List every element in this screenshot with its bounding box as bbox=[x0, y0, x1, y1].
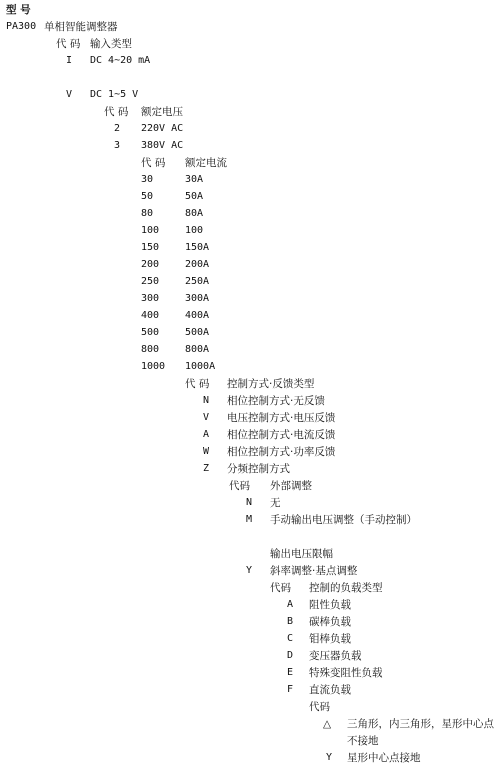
voltage-code-label: 代 码 bbox=[104, 106, 129, 118]
load-value: 变压器负载 bbox=[309, 650, 362, 662]
current-code: 150 bbox=[141, 242, 160, 253]
external-code-label: 代码 bbox=[229, 480, 250, 492]
control-value: 相位控制方式·无反馈 bbox=[227, 395, 325, 407]
current-code: 250 bbox=[141, 276, 160, 287]
load-code: D bbox=[287, 650, 294, 661]
current-code: 80 bbox=[141, 208, 154, 219]
external-code: M bbox=[246, 514, 253, 525]
load-value: 碳棒负载 bbox=[309, 616, 351, 628]
current-code: 50 bbox=[141, 191, 154, 202]
load-title: 控制的负载类型 bbox=[309, 582, 383, 594]
control-code: N bbox=[203, 395, 210, 406]
control-code: Z bbox=[203, 463, 210, 474]
control-value: 相位控制方式·功率反馈 bbox=[227, 446, 336, 458]
load-code: C bbox=[287, 633, 294, 644]
wiring-value: 星形中心点接地 bbox=[347, 752, 421, 764]
current-code: 30 bbox=[141, 174, 154, 185]
current-value: 80A bbox=[185, 208, 204, 219]
external-value: 斜率调整·基点调整 bbox=[270, 565, 358, 577]
current-value: 150A bbox=[185, 242, 210, 253]
current-value: 500A bbox=[185, 327, 210, 338]
current-value: 300A bbox=[185, 293, 210, 304]
control-title: 控制方式·反馈类型 bbox=[227, 378, 315, 390]
load-value: 钼棒负载 bbox=[309, 633, 351, 645]
wiring-code: Y bbox=[326, 752, 333, 763]
external-code: N bbox=[246, 497, 253, 508]
current-code: 200 bbox=[141, 259, 160, 270]
load-code: F bbox=[287, 684, 294, 695]
current-value: 400A bbox=[185, 310, 210, 321]
control-code: A bbox=[203, 429, 210, 440]
current-code-label: 代 码 bbox=[141, 157, 166, 169]
current-value: 200A bbox=[185, 259, 210, 270]
load-value: 直流负载 bbox=[309, 684, 351, 696]
control-code: V bbox=[203, 412, 210, 423]
current-value: 250A bbox=[185, 276, 210, 287]
external-title: 外部调整 bbox=[270, 480, 312, 492]
control-code-label: 代 码 bbox=[185, 378, 210, 390]
external-code: Y bbox=[246, 565, 253, 576]
current-code: 400 bbox=[141, 310, 160, 321]
current-value: 30A bbox=[185, 174, 204, 185]
load-value: 阻性负载 bbox=[309, 599, 351, 611]
voltage-value: 380V AC bbox=[141, 140, 184, 151]
input-type-title: 输入类型 bbox=[90, 38, 132, 50]
external-value: 手动输出电压调整（手动控制） bbox=[270, 514, 417, 526]
input-value: DC 4~20 mA bbox=[90, 55, 151, 66]
control-value: 分频控制方式 bbox=[227, 463, 290, 475]
input-code-label: 代 码 bbox=[56, 38, 81, 50]
current-code: 1000 bbox=[141, 361, 166, 372]
current-title: 额定电流 bbox=[185, 157, 227, 169]
voltage-code: 3 bbox=[114, 140, 121, 151]
external-extra-line: 输出电压限幅 bbox=[270, 548, 333, 560]
load-code: A bbox=[287, 599, 294, 610]
external-value: 无 bbox=[270, 497, 281, 509]
current-value: 50A bbox=[185, 191, 204, 202]
wiring-code-label: 代码 bbox=[309, 701, 330, 713]
control-value: 电压控制方式·电压反馈 bbox=[227, 412, 336, 424]
input-code: I bbox=[66, 55, 73, 66]
wiring-value: 三角形，内三角形，星形中心点 bbox=[347, 718, 494, 730]
load-code: E bbox=[287, 667, 294, 678]
model-heading: 型 号 bbox=[6, 4, 31, 16]
current-code: 500 bbox=[141, 327, 160, 338]
control-value: 相位控制方式·电流反馈 bbox=[227, 429, 336, 441]
product-name: 单相智能调整器 bbox=[44, 21, 118, 33]
input-value: DC 1~5 V bbox=[90, 89, 139, 100]
current-value: 1000A bbox=[185, 361, 216, 372]
voltage-title: 额定电压 bbox=[141, 106, 183, 118]
load-value: 特殊变阻性负载 bbox=[309, 667, 383, 679]
wiring-value-continued: 不接地 bbox=[347, 735, 379, 747]
current-code: 300 bbox=[141, 293, 160, 304]
current-value: 100 bbox=[185, 225, 204, 236]
wiring-code: △ bbox=[323, 718, 332, 730]
current-code: 800 bbox=[141, 344, 160, 355]
input-code: V bbox=[66, 89, 73, 100]
voltage-value: 220V AC bbox=[141, 123, 184, 134]
control-code: W bbox=[203, 446, 210, 457]
model-number: PA300 bbox=[6, 21, 37, 32]
current-value: 800A bbox=[185, 344, 210, 355]
load-code-label: 代码 bbox=[270, 582, 291, 594]
voltage-code: 2 bbox=[114, 123, 121, 134]
load-code: B bbox=[287, 616, 294, 627]
current-code: 100 bbox=[141, 225, 160, 236]
